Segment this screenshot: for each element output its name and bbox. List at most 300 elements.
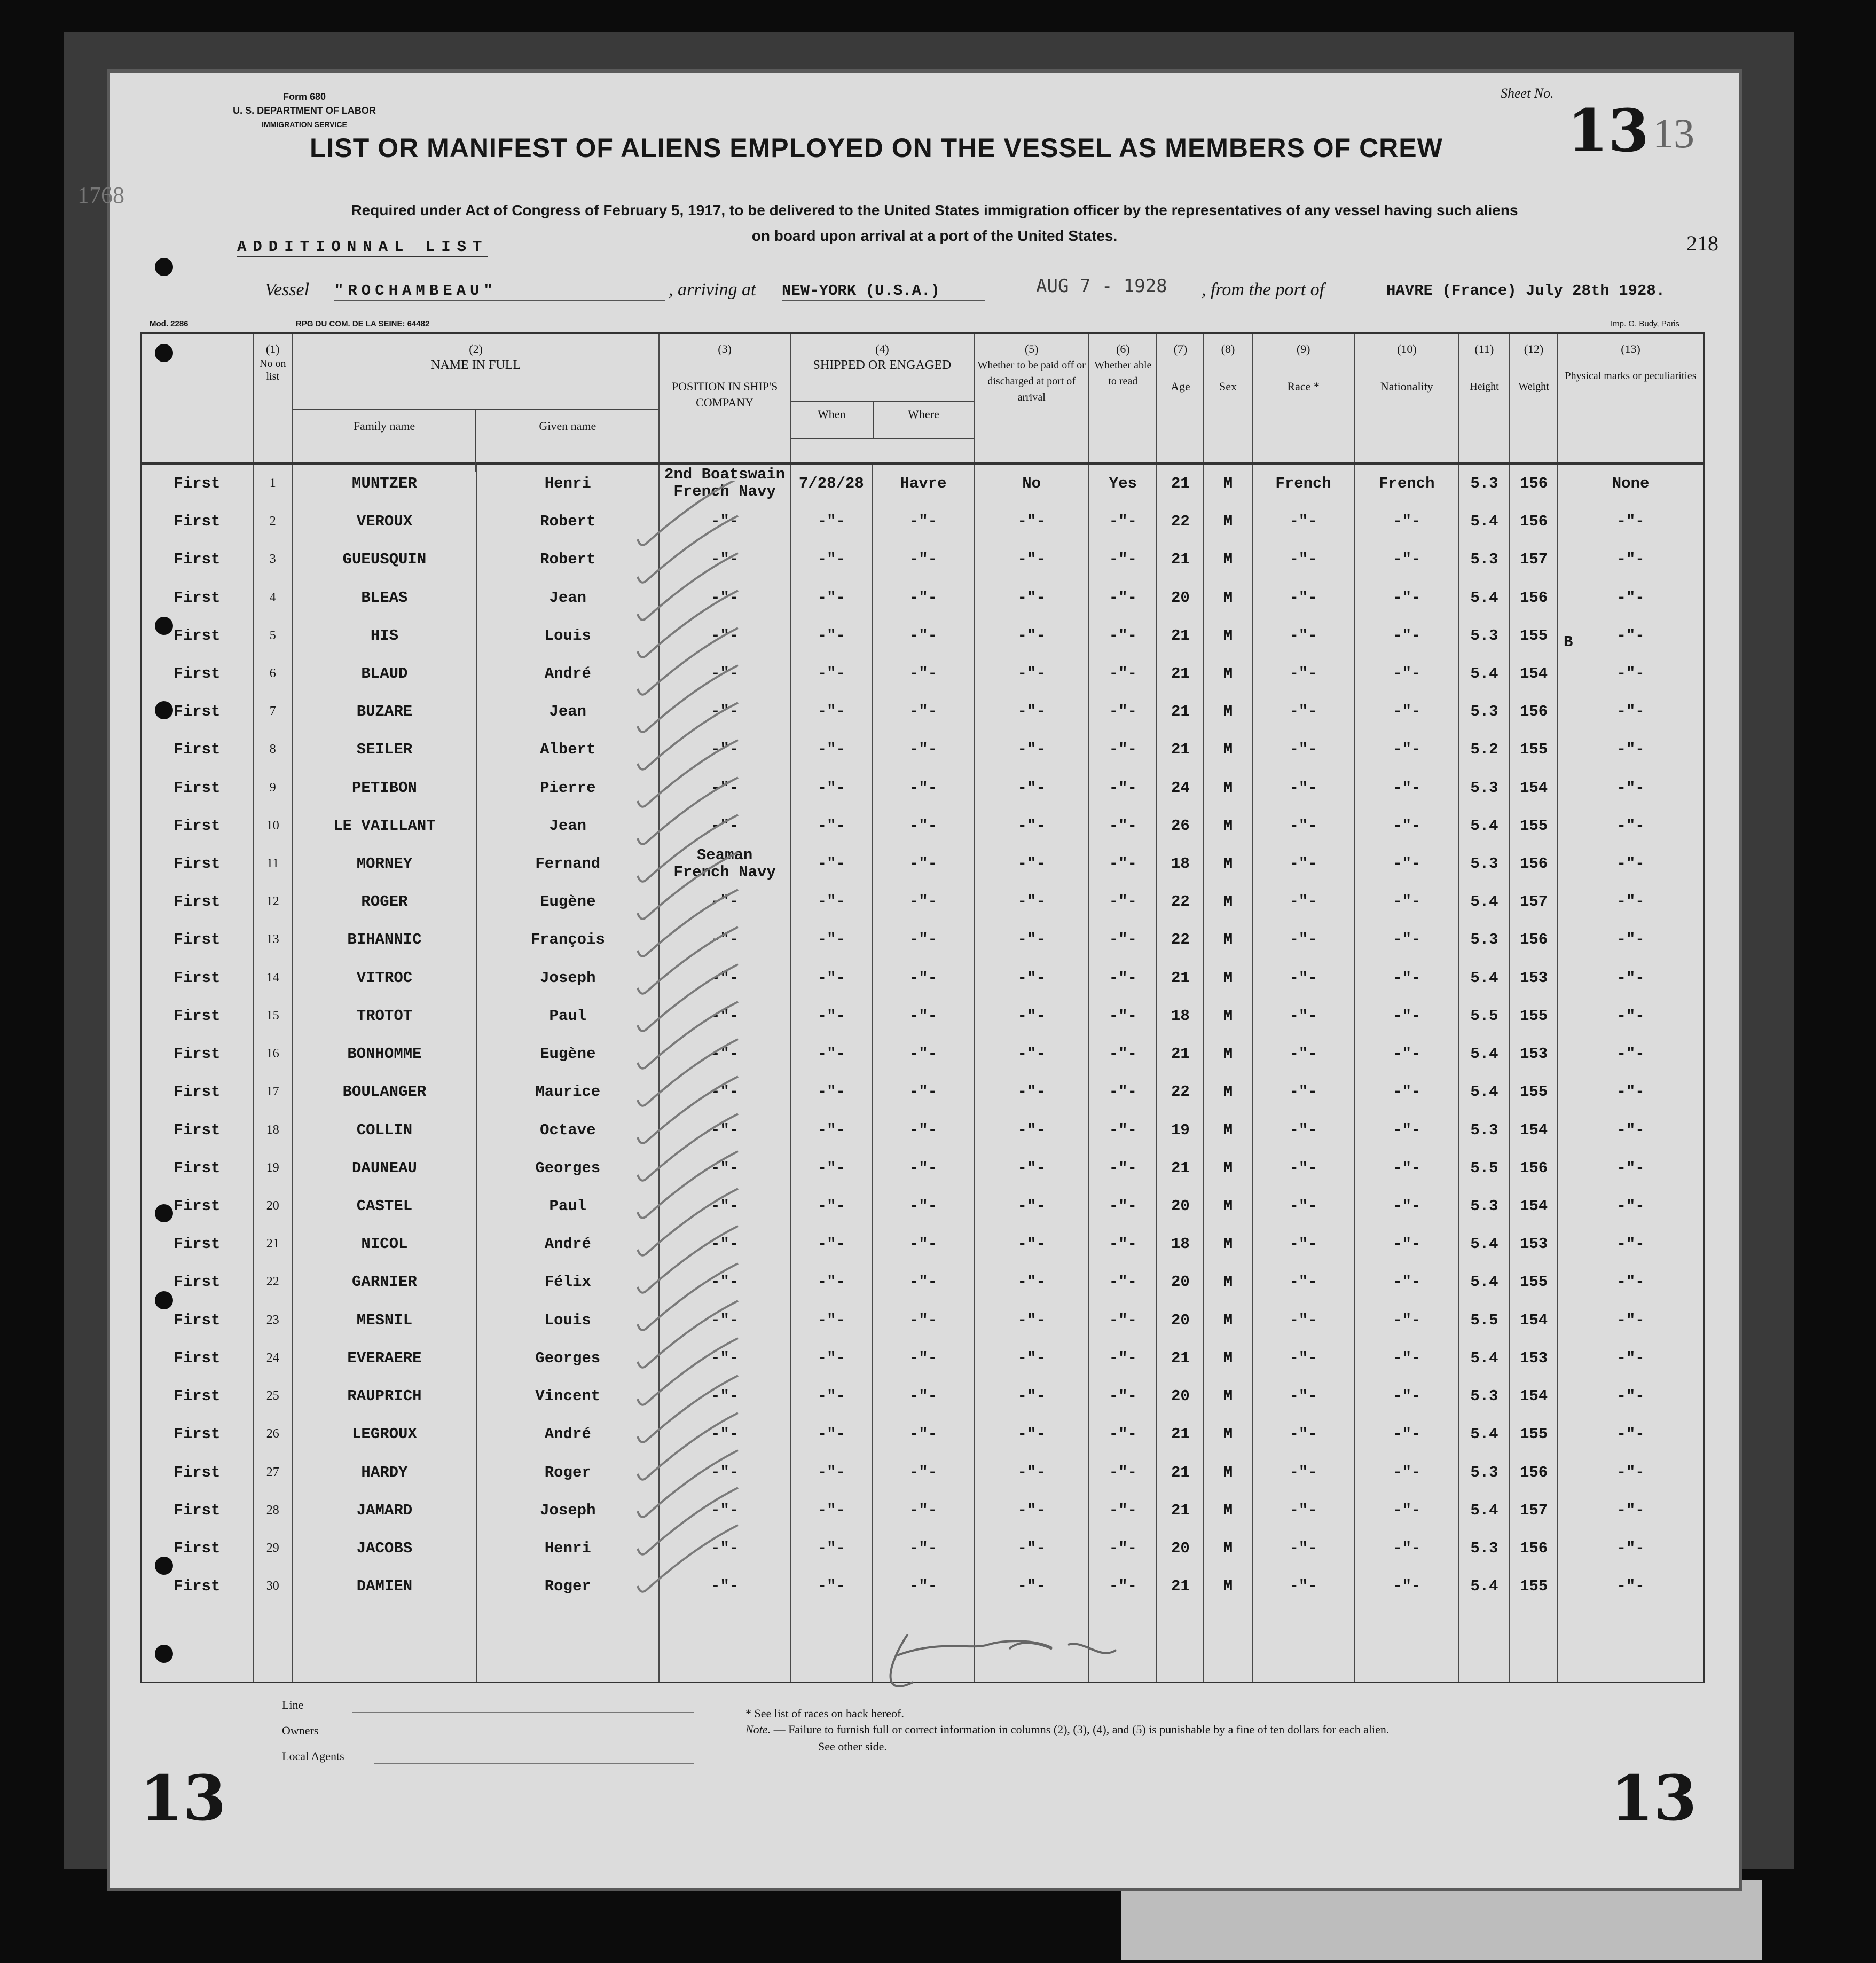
position-cell: -"-: [659, 1225, 790, 1263]
read-cell: -"-: [1089, 617, 1157, 655]
check-mark: [638, 1376, 738, 1442]
nationality-cell: -"-: [1355, 1415, 1459, 1453]
sex-cell: M: [1204, 1415, 1252, 1453]
department: U. S. DEPARTMENT OF LABOR: [233, 105, 376, 116]
read-cell: -"-: [1089, 1111, 1157, 1149]
race-cell: -"-: [1252, 807, 1355, 845]
check-mark: [638, 1263, 738, 1330]
check-mark: [638, 1525, 738, 1592]
class-cell: First: [141, 1453, 253, 1491]
read-cell: -"-: [1089, 655, 1157, 693]
sex-cell: M: [1204, 1035, 1252, 1073]
paid-off-cell: -"-: [974, 1301, 1089, 1339]
position-cell: -"-: [659, 1149, 790, 1187]
class-cell: First: [141, 1073, 253, 1111]
number-cell: 1: [253, 464, 293, 502]
weight-cell: 155: [1510, 1415, 1558, 1453]
race-cell: -"-: [1252, 1339, 1355, 1377]
weight-cell: 154: [1510, 768, 1558, 806]
family-name-cell: COLLIN: [293, 1111, 476, 1149]
sex-cell: M: [1204, 1111, 1252, 1149]
class-cell: First: [141, 997, 253, 1035]
when-cell: -"-: [790, 845, 873, 883]
weight-cell: 157: [1510, 540, 1558, 578]
nationality-cell: -"-: [1355, 807, 1459, 845]
when-cell: -"-: [790, 1415, 873, 1453]
table-row: [141, 768, 1704, 806]
check-mark: [638, 1301, 738, 1368]
position-cell: -"-: [659, 1073, 790, 1111]
sheet-number-margin: 13: [1653, 110, 1694, 156]
given-name-cell: Robert: [476, 502, 659, 540]
number-cell: 17: [253, 1073, 293, 1111]
when-cell: -"-: [790, 1567, 873, 1605]
when-cell: -"-: [790, 1263, 873, 1301]
marks-cell: -"-: [1558, 807, 1704, 845]
position-cell: -"-: [659, 997, 790, 1035]
age-cell: 21: [1157, 617, 1204, 655]
marks-cell: -"-: [1558, 883, 1704, 921]
race-cell: -"-: [1252, 1415, 1355, 1453]
read-cell: -"-: [1089, 693, 1157, 731]
height-cell: 5.3: [1459, 1377, 1510, 1415]
height-cell: 5.2: [1459, 731, 1510, 768]
height-cell: 5.3: [1459, 845, 1510, 883]
given-name-cell: Jean: [476, 578, 659, 616]
class-column-header: [141, 333, 253, 464]
number-cell: 5: [253, 617, 293, 655]
height-cell: 5.4: [1459, 502, 1510, 540]
position-cell: -"-: [659, 1035, 790, 1073]
sex-cell: M: [1204, 1263, 1252, 1301]
marks-cell: -"-: [1558, 1529, 1704, 1567]
sex-cell: M: [1204, 617, 1252, 655]
position-cell: -"-: [659, 883, 790, 921]
paid-off-cell: -"-: [974, 1149, 1089, 1187]
age-cell: 19: [1157, 1111, 1204, 1149]
marks-cell: -"-: [1558, 502, 1704, 540]
age-cell: 20: [1157, 1263, 1204, 1301]
number-cell: 15: [253, 997, 293, 1035]
nationality-cell: -"-: [1355, 959, 1459, 997]
class-cell: First: [141, 768, 253, 806]
read-cell: -"-: [1089, 1415, 1157, 1453]
number-cell: 4: [253, 578, 293, 616]
when-cell: -"-: [790, 1377, 873, 1415]
where-cell: -"-: [873, 1453, 974, 1491]
given-name-cell: André: [476, 655, 659, 693]
from-label: , from the port of: [1202, 280, 1325, 300]
class-cell: First: [141, 1567, 253, 1605]
sex-cell: M: [1204, 768, 1252, 806]
table-row: [141, 959, 1704, 997]
where-cell: -"-: [873, 731, 974, 768]
when-cell: -"-: [790, 1301, 873, 1339]
paid-off-cell: -"-: [974, 921, 1089, 959]
family-name-cell: VEROUX: [293, 502, 476, 540]
weight-cell: 153: [1510, 1225, 1558, 1263]
margin-number: 218: [1686, 231, 1718, 255]
given-name-cell: Louis: [476, 617, 659, 655]
height-cell: 5.4: [1459, 1567, 1510, 1605]
check-mark: [638, 852, 738, 919]
check-mark: [638, 1338, 738, 1405]
family-name-cell: ROGER: [293, 883, 476, 921]
table-row: [141, 1263, 1704, 1301]
age-cell: 22: [1157, 502, 1204, 540]
when-cell: -"-: [790, 1225, 873, 1263]
torn-strip: [1121, 1880, 1762, 1960]
position-line-2: French Navy: [673, 863, 776, 881]
when-cell: -"-: [790, 502, 873, 540]
height-cell: 5.4: [1459, 883, 1510, 921]
height-cell: 5.3: [1459, 540, 1510, 578]
when-cell: -"-: [790, 655, 873, 693]
table-row: [141, 1111, 1704, 1149]
form-header: [192, 90, 417, 131]
class-cell: First: [141, 617, 253, 655]
check-mark: [638, 1039, 738, 1106]
sex-cell: M: [1204, 655, 1252, 693]
paid-off-cell: -"-: [974, 959, 1089, 997]
class-cell: First: [141, 1415, 253, 1453]
class-cell: First: [141, 1339, 253, 1377]
table-row: [141, 1073, 1704, 1111]
where-cell: -"-: [873, 1187, 974, 1225]
when-cell: -"-: [790, 959, 873, 997]
height-cell: 5.3: [1459, 464, 1510, 502]
marks-cell: -"-: [1558, 1491, 1704, 1529]
nationality-cell: -"-: [1355, 617, 1459, 655]
when-cell: -"-: [790, 1187, 873, 1225]
weight-cell: 155: [1510, 1567, 1558, 1605]
paid-off-cell: -"-: [974, 1415, 1089, 1453]
race-cell: -"-: [1252, 883, 1355, 921]
race-cell: -"-: [1252, 1377, 1355, 1415]
family-name-cell: DAMIEN: [293, 1567, 476, 1605]
sex-cell: M: [1204, 1567, 1252, 1605]
height-cell: 5.3: [1459, 921, 1510, 959]
table-row: [141, 731, 1704, 768]
when-cell: -"-: [790, 997, 873, 1035]
family-name-cell: EVERAERE: [293, 1339, 476, 1377]
nationality-cell: -"-: [1355, 655, 1459, 693]
given-name-cell: Paul: [476, 997, 659, 1035]
number-cell: 16: [253, 1035, 293, 1073]
age-cell: 21: [1157, 1453, 1204, 1491]
where-cell: -"-: [873, 1035, 974, 1073]
height-cell: 5.4: [1459, 1339, 1510, 1377]
printer-label: Imp. G. Budy, Paris: [1611, 319, 1679, 328]
nationality-cell: -"-: [1355, 1453, 1459, 1491]
position-cell: -"-: [659, 1339, 790, 1377]
position-cell: -"-: [659, 1491, 790, 1529]
race-cell: -"-: [1252, 1187, 1355, 1225]
when-cell: -"-: [790, 807, 873, 845]
col11-header: (11) Height: [1459, 333, 1510, 464]
marks-cell: -"-: [1558, 959, 1704, 997]
col2-header: (2) NAME IN FULL Family name Given name: [293, 333, 660, 464]
race-cell: -"-: [1252, 921, 1355, 959]
race-cell: -"-: [1252, 959, 1355, 997]
where-cell: -"-: [873, 807, 974, 845]
family-name-cell: VITROC: [293, 959, 476, 997]
marks-cell: -"-: [1558, 997, 1704, 1035]
number-cell: 10: [253, 807, 293, 845]
where-cell: -"-: [873, 1149, 974, 1187]
check-mark: [638, 1151, 738, 1218]
race-cell: -"-: [1252, 1567, 1355, 1605]
marks-cell: -"-: [1558, 1035, 1704, 1073]
read-cell: -"-: [1089, 1453, 1157, 1491]
weight-cell: 156: [1510, 502, 1558, 540]
position-cell: -"-: [659, 959, 790, 997]
family-name-cell: JACOBS: [293, 1529, 476, 1567]
family-name-cell: LEGROUX: [293, 1415, 476, 1453]
given-name-header: Given name: [539, 419, 596, 433]
col8-header: (8) Sex: [1204, 333, 1252, 464]
nationality-cell: -"-: [1355, 1301, 1459, 1339]
race-cell: -"-: [1252, 578, 1355, 616]
sheet-label: Sheet No.: [1501, 85, 1554, 101]
number-cell: 13: [253, 921, 293, 959]
table-row: [141, 1035, 1704, 1073]
class-cell: First: [141, 578, 253, 616]
height-cell: 5.4: [1459, 1225, 1510, 1263]
sex-cell: M: [1204, 845, 1252, 883]
number-cell: 8: [253, 731, 293, 768]
sex-cell: M: [1204, 464, 1252, 502]
paid-off-cell: -"-: [974, 997, 1089, 1035]
paid-off-cell: -"-: [974, 1453, 1089, 1491]
family-name-cell: SEILER: [293, 731, 476, 768]
sex-cell: M: [1204, 883, 1252, 921]
col12-header: (12) Weight: [1510, 333, 1558, 464]
paid-off-cell: -"-: [974, 768, 1089, 806]
paid-off-cell: -"-: [974, 1263, 1089, 1301]
given-name-cell: Roger: [476, 1453, 659, 1491]
given-name-cell: Joseph: [476, 959, 659, 997]
age-cell: 20: [1157, 1529, 1204, 1567]
race-cell: -"-: [1252, 1529, 1355, 1567]
check-mark: [638, 1488, 738, 1554]
table-row: [141, 1225, 1704, 1263]
col5-header: (5) Whether to be paid off or discharged at port of arrival: [974, 333, 1089, 464]
signature: [876, 1623, 1127, 1703]
where-cell: -"-: [873, 540, 974, 578]
sex-cell: M: [1204, 1225, 1252, 1263]
paid-off-cell: -"-: [974, 1073, 1089, 1111]
height-cell: 5.5: [1459, 997, 1510, 1035]
height-cell: 5.4: [1459, 1415, 1510, 1453]
family-name-cell: MORNEY: [293, 845, 476, 883]
class-cell: First: [141, 1187, 253, 1225]
number-cell: 18: [253, 1111, 293, 1149]
read-cell: Yes: [1089, 464, 1157, 502]
family-name-cell: BONHOMME: [293, 1035, 476, 1073]
nationality-cell: -"-: [1355, 731, 1459, 768]
marks-cell: -"-: [1558, 1301, 1704, 1339]
bottom-right-number: 13: [1611, 1762, 1697, 1835]
vessel-label: Vessel: [265, 280, 310, 300]
class-cell: First: [141, 1111, 253, 1149]
family-name-cell: JAMARD: [293, 1491, 476, 1529]
when-cell: -"-: [790, 578, 873, 616]
table-row: [141, 655, 1704, 693]
number-cell: 9: [253, 768, 293, 806]
race-cell: -"-: [1252, 502, 1355, 540]
family-name-cell: BUZARE: [293, 693, 476, 731]
position-cell: -"-: [659, 1301, 790, 1339]
weight-cell: 153: [1510, 1035, 1558, 1073]
nationality-cell: -"-: [1355, 1567, 1459, 1605]
read-cell: -"-: [1089, 540, 1157, 578]
number-cell: 12: [253, 883, 293, 921]
marks-cell: -"-: [1558, 1263, 1704, 1301]
given-name-cell: Georges: [476, 1149, 659, 1187]
class-cell: First: [141, 1377, 253, 1415]
where-cell: -"-: [873, 997, 974, 1035]
where-header: Where: [908, 407, 939, 421]
check-mark: [638, 628, 738, 695]
race-cell: -"-: [1252, 731, 1355, 768]
number-cell: 7: [253, 693, 293, 731]
position-cell: -"-: [659, 617, 790, 655]
paid-off-cell: No: [974, 464, 1089, 502]
position-cell: -"-: [659, 921, 790, 959]
age-cell: 20: [1157, 1301, 1204, 1339]
when-cell: -"-: [790, 1339, 873, 1377]
nationality-cell: -"-: [1355, 540, 1459, 578]
line-label: Line: [282, 1698, 304, 1711]
weight-cell: 155: [1510, 617, 1558, 655]
table-row: [141, 921, 1704, 959]
paid-off-cell: -"-: [974, 1339, 1089, 1377]
race-cell: -"-: [1252, 845, 1355, 883]
race-cell: -"-: [1252, 1491, 1355, 1529]
age-cell: 21: [1157, 731, 1204, 768]
given-name-cell: Robert: [476, 540, 659, 578]
where-cell: -"-: [873, 655, 974, 693]
where-cell: -"-: [873, 1567, 974, 1605]
where-cell: -"-: [873, 1377, 974, 1415]
family-name-header: Family name: [293, 410, 476, 472]
race-cell: -"-: [1252, 1149, 1355, 1187]
number-cell: 21: [253, 1225, 293, 1263]
given-name-cell: Joseph: [476, 1491, 659, 1529]
position-cell: -"-: [659, 1377, 790, 1415]
paid-off-cell: -"-: [974, 1187, 1089, 1225]
paid-off-cell: -"-: [974, 1225, 1089, 1263]
when-cell: 7/28/28: [790, 464, 873, 502]
weight-cell: 154: [1510, 655, 1558, 693]
race-cell: -"-: [1252, 768, 1355, 806]
nationality-cell: -"-: [1355, 1035, 1459, 1073]
when-cell: -"-: [790, 617, 873, 655]
position-cell: -"-: [659, 1415, 790, 1453]
where-cell: -"-: [873, 845, 974, 883]
read-cell: -"-: [1089, 1567, 1157, 1605]
paid-off-cell: -"-: [974, 845, 1089, 883]
where-cell: -"-: [873, 502, 974, 540]
age-cell: 22: [1157, 921, 1204, 959]
class-cell: First: [141, 1149, 253, 1187]
given-name-cell: Octave: [476, 1111, 659, 1149]
given-name-cell: Vincent: [476, 1377, 659, 1415]
weight-cell: 155: [1510, 1263, 1558, 1301]
sex-cell: M: [1204, 540, 1252, 578]
race-cell: -"-: [1252, 693, 1355, 731]
check-mark: [638, 665, 738, 732]
weight-cell: 156: [1510, 464, 1558, 502]
when-cell: -"-: [790, 1073, 873, 1111]
height-cell: 5.4: [1459, 655, 1510, 693]
family-name-cell: NICOL: [293, 1225, 476, 1263]
age-cell: 20: [1157, 1187, 1204, 1225]
age-cell: 21: [1157, 693, 1204, 731]
sex-cell: M: [1204, 921, 1252, 959]
marks-cell: -"-: [1558, 1377, 1704, 1415]
marks-cell: -"-: [1558, 1225, 1704, 1263]
requirement-line-1: Required under Act of Congress of February 5, 1917, to be delivered to the United States immigration officer by the representatives of any vessel having such aliens: [351, 202, 1518, 218]
number-cell: 24: [253, 1339, 293, 1377]
weight-cell: 155: [1510, 1073, 1558, 1111]
family-name-cell: BIHANNIC: [293, 921, 476, 959]
position-cell: -"-: [659, 807, 790, 845]
sex-cell: M: [1204, 1377, 1252, 1415]
height-cell: 5.4: [1459, 578, 1510, 616]
position-line-2: French Navy: [673, 483, 776, 501]
check-mark: [638, 890, 738, 956]
table-row: [141, 1567, 1704, 1605]
read-cell: -"-: [1089, 731, 1157, 768]
race-cell: -"-: [1252, 540, 1355, 578]
table-row: [141, 1149, 1704, 1187]
check-mark: [638, 1077, 738, 1143]
height-cell: 5.5: [1459, 1301, 1510, 1339]
when-cell: -"-: [790, 768, 873, 806]
family-name-cell: PETIBON: [293, 768, 476, 806]
class-cell: First: [141, 1529, 253, 1567]
table-row: [141, 1529, 1704, 1567]
check-mark: [638, 553, 738, 620]
age-cell: 21: [1157, 1415, 1204, 1453]
height-cell: 5.3: [1459, 693, 1510, 731]
number-cell: 2: [253, 502, 293, 540]
marks-cell: -"-: [1558, 540, 1704, 578]
read-cell: -"-: [1089, 1035, 1157, 1073]
weight-cell: 154: [1510, 1187, 1558, 1225]
family-name-cell: HIS: [293, 617, 476, 655]
table-row: [141, 1453, 1704, 1491]
check-mark: [638, 740, 738, 807]
weight-cell: 154: [1510, 1377, 1558, 1415]
sex-cell: M: [1204, 578, 1252, 616]
position-cell: -"-: [659, 731, 790, 768]
when-cell: -"-: [790, 1149, 873, 1187]
weight-cell: 154: [1510, 1301, 1558, 1339]
position-cell: -"-: [659, 1187, 790, 1225]
class-cell: First: [141, 845, 253, 883]
paid-off-cell: -"-: [974, 617, 1089, 655]
marks-cell: -"-: [1558, 1453, 1704, 1491]
given-name-cell: Eugène: [476, 1035, 659, 1073]
number-cell: 26: [253, 1415, 293, 1453]
read-cell: -"-: [1089, 1377, 1157, 1415]
when-cell: -"-: [790, 921, 873, 959]
arriving-label: , arriving at: [669, 280, 756, 300]
paid-off-cell: -"-: [974, 578, 1089, 616]
